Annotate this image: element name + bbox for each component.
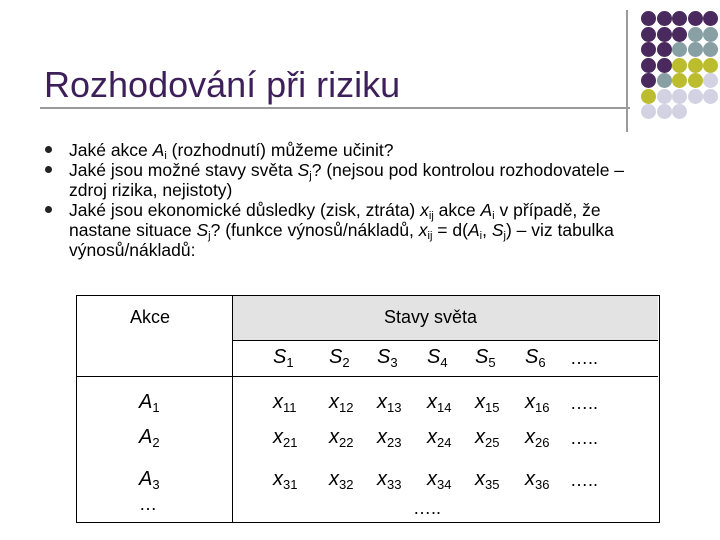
payoff-cell-x32-var: x bbox=[329, 468, 339, 490]
decorative-dot bbox=[641, 11, 656, 26]
decorative-dot bbox=[657, 104, 672, 119]
payoff-cell-x12-var: x bbox=[329, 391, 339, 413]
title-horizontal-rule bbox=[40, 107, 630, 109]
payoff-cell-x35-var: x bbox=[475, 468, 485, 490]
bullet-sub: j bbox=[208, 230, 211, 242]
decorative-dot bbox=[688, 42, 703, 57]
state-header-s1-var: S bbox=[273, 346, 287, 368]
decorative-dot bbox=[657, 11, 672, 26]
payoff-cell-x23 bbox=[377, 426, 401, 449]
decorative-dot bbox=[672, 42, 687, 57]
bullet-text: = d( bbox=[432, 220, 468, 240]
bullet-sub: ij bbox=[428, 210, 434, 222]
payoff-cell-x33 bbox=[377, 468, 401, 491]
state-header-s3-sub: 3 bbox=[390, 355, 398, 370]
decorative-dot bbox=[688, 58, 703, 73]
bullet-sub: ij bbox=[427, 230, 433, 242]
payoff-cell-x31 bbox=[273, 468, 297, 491]
payoff-cell-x15 bbox=[475, 391, 499, 414]
action-label-a2-var: A bbox=[139, 426, 153, 448]
payoff-cell-x26-var: x bbox=[525, 426, 535, 448]
state-header-s5-sub: 5 bbox=[488, 355, 496, 370]
action-label-a1-sub: 1 bbox=[152, 400, 160, 415]
payoff-table bbox=[76, 295, 660, 523]
bullet-sub: i bbox=[479, 230, 483, 242]
action-label-a2 bbox=[139, 426, 160, 449]
row-more-2: ….. bbox=[570, 428, 599, 448]
payoff-cell-x14-sub: 14 bbox=[437, 400, 452, 415]
state-header-s4-sub: 4 bbox=[440, 355, 448, 370]
decorative-dot bbox=[641, 27, 656, 42]
bullet-text: ? (nejsou pod kontrolou rozhodovatele – zdroj rizika, nejistoty) bbox=[69, 160, 625, 200]
state-header-s3 bbox=[377, 346, 398, 369]
table-divider-vertical bbox=[232, 296, 233, 522]
payoff-cell-x36-sub: 36 bbox=[535, 477, 550, 492]
bullet-var: S bbox=[491, 220, 504, 240]
payoff-cell-x32-sub: 32 bbox=[339, 477, 354, 492]
payoff-cell-x21 bbox=[273, 426, 297, 449]
bullet-text: Jaké jsou ekonomické důsledky (zisk, ztráta) bbox=[69, 200, 421, 220]
payoff-cell-x21-var: x bbox=[273, 426, 283, 448]
state-header-s2-sub: 2 bbox=[342, 355, 350, 370]
row-more-1: ….. bbox=[570, 393, 599, 413]
state-header-s6-sub: 6 bbox=[538, 355, 546, 370]
payoff-cell-x25-var: x bbox=[475, 426, 485, 448]
decorative-dot bbox=[672, 11, 687, 26]
state-header-s4-var: S bbox=[427, 346, 441, 368]
payoff-cell-x16-var: x bbox=[525, 391, 535, 413]
state-header-s2-var: S bbox=[329, 346, 343, 368]
payoff-cell-x32 bbox=[329, 468, 353, 491]
decorative-dot bbox=[703, 42, 718, 57]
bullet-sub: i bbox=[164, 150, 167, 162]
decorative-dot bbox=[703, 11, 718, 26]
bullet-dot-icon bbox=[45, 206, 52, 213]
payoff-cell-x24 bbox=[427, 426, 451, 449]
bullet-item-consequences bbox=[44, 200, 664, 260]
bullet-text: Jaké akce bbox=[69, 140, 153, 160]
decorative-dot bbox=[657, 89, 672, 104]
decorative-dot bbox=[657, 58, 672, 73]
bullet-text: , bbox=[482, 220, 492, 240]
payoff-cell-x13 bbox=[377, 391, 401, 414]
bullet-var: A bbox=[480, 200, 493, 220]
akce-header: Akce bbox=[130, 307, 171, 327]
decorative-dot bbox=[657, 27, 672, 42]
payoff-cell-x14 bbox=[427, 391, 451, 414]
bullet-text: ? (funkce výnosů/nákladů, bbox=[210, 220, 419, 240]
payoff-cell-x24-var: x bbox=[427, 426, 437, 448]
decorative-dot bbox=[657, 42, 672, 57]
decorative-dot bbox=[672, 58, 687, 73]
bullet-var: x bbox=[418, 220, 428, 240]
state-header-s5-var: S bbox=[475, 346, 489, 368]
decorative-dot bbox=[703, 73, 718, 88]
bullet-item-states bbox=[44, 160, 664, 200]
bullet-sub: j bbox=[309, 170, 312, 182]
title-vertical-rule bbox=[626, 10, 628, 132]
decorative-dot bbox=[657, 73, 672, 88]
payoff-cell-x26-sub: 26 bbox=[535, 435, 550, 450]
payoff-cell-x13-var: x bbox=[377, 391, 387, 413]
decorative-dot bbox=[641, 42, 656, 57]
payoff-cell-x34 bbox=[427, 468, 451, 491]
action-label-a3-var: A bbox=[139, 468, 153, 490]
payoff-cell-x26 bbox=[525, 426, 549, 449]
decorative-dot bbox=[703, 27, 718, 42]
bullet-var: S bbox=[297, 160, 310, 180]
payoff-cell-x22-var: x bbox=[329, 426, 339, 448]
bullet-text: Jaké jsou možné stavy světa bbox=[69, 160, 298, 180]
bullet-sub: j bbox=[503, 230, 506, 242]
state-header-more: ….. bbox=[570, 348, 599, 368]
payoff-cell-x33-var: x bbox=[377, 468, 387, 490]
bullet-var: A bbox=[152, 140, 165, 160]
payoff-cell-x35-sub: 35 bbox=[485, 477, 500, 492]
decorative-dot bbox=[703, 58, 718, 73]
payoff-cell-x31-sub: 31 bbox=[283, 477, 298, 492]
payoff-cell-x14-var: x bbox=[427, 391, 437, 413]
decorative-dot bbox=[688, 11, 703, 26]
bullet-var: A bbox=[467, 220, 480, 240]
decorative-dot bbox=[641, 73, 656, 88]
action-more: … bbox=[139, 494, 157, 514]
state-header-s6-var: S bbox=[525, 346, 539, 368]
payoff-cell-x22-sub: 22 bbox=[339, 435, 354, 450]
decorative-dot bbox=[688, 27, 703, 42]
payoff-cell-x11-sub: 11 bbox=[283, 400, 297, 415]
table-divider-states bbox=[232, 340, 658, 341]
state-header-s1-sub: 1 bbox=[286, 355, 294, 370]
action-label-a2-sub: 2 bbox=[152, 435, 160, 450]
payoff-cell-x34-var: x bbox=[427, 468, 437, 490]
payoff-cell-x23-sub: 23 bbox=[387, 435, 402, 450]
payoff-cell-x11 bbox=[273, 391, 297, 414]
stavy-header: Stavy světa bbox=[384, 307, 478, 327]
decorative-dot bbox=[703, 89, 718, 104]
bullet-text: v případě, že nastane situace bbox=[69, 200, 601, 240]
state-header-s4 bbox=[427, 346, 448, 369]
bullet-sub: i bbox=[492, 210, 495, 222]
decorative-dot bbox=[672, 104, 687, 119]
bullet-var: S bbox=[196, 220, 209, 240]
bullet-dot-icon bbox=[45, 146, 52, 153]
payoff-cell-x33-sub: 33 bbox=[387, 477, 402, 492]
decorative-dot bbox=[641, 58, 656, 73]
table-divider-header bbox=[77, 376, 658, 377]
payoff-cell-x21-sub: 21 bbox=[283, 435, 298, 450]
state-header-s2 bbox=[329, 346, 350, 369]
action-label-a3-sub: 3 bbox=[152, 477, 160, 492]
payoff-cell-x12 bbox=[329, 391, 353, 414]
state-header-s1 bbox=[273, 346, 294, 369]
payoff-cell-x11-var: x bbox=[273, 391, 283, 413]
payoff-cell-x34-sub: 34 bbox=[437, 477, 452, 492]
payoff-cell-x12-sub: 12 bbox=[339, 400, 354, 415]
bullet-text: (rozhodnutí) můžeme učinit? bbox=[166, 140, 394, 160]
action-label-a1-var: A bbox=[139, 391, 153, 413]
row-more-3: ….. bbox=[570, 470, 599, 490]
decorative-dot bbox=[688, 89, 703, 104]
decorative-dot bbox=[672, 73, 687, 88]
bullet-list bbox=[44, 140, 664, 260]
payoff-cell-x16 bbox=[525, 391, 549, 414]
decorative-dot-grid bbox=[641, 11, 720, 121]
state-header-s6 bbox=[525, 346, 546, 369]
state-header-s3-var: S bbox=[377, 346, 391, 368]
payoff-cell-x15-sub: 15 bbox=[485, 400, 500, 415]
action-label-a3 bbox=[139, 468, 160, 491]
decorative-dot bbox=[688, 73, 703, 88]
decorative-dot bbox=[672, 89, 687, 104]
decorative-dot bbox=[641, 104, 656, 119]
payoff-cell-x24-sub: 24 bbox=[437, 435, 452, 450]
decorative-dot bbox=[641, 89, 656, 104]
payoff-cell-x25-sub: 25 bbox=[485, 435, 500, 450]
state-header-s5 bbox=[475, 346, 496, 369]
payoff-cell-x15-var: x bbox=[475, 391, 485, 413]
payoff-cell-x31-var: x bbox=[273, 468, 283, 490]
payoff-cell-x23-var: x bbox=[377, 426, 387, 448]
page-title: Rozhodování při riziku bbox=[44, 64, 401, 105]
payoff-cell-x13-sub: 13 bbox=[387, 400, 402, 415]
payoff-cell-x22 bbox=[329, 426, 353, 449]
decorative-dot bbox=[672, 27, 687, 42]
bullet-text: ) – viz tabulka výnosů/nákladů: bbox=[69, 220, 614, 260]
bullet-dot-icon bbox=[45, 166, 52, 173]
bullet-var: x bbox=[420, 200, 429, 220]
payoff-cell-x16-sub: 16 bbox=[535, 400, 550, 415]
bullet-item-actions bbox=[44, 140, 664, 160]
action-label-a1 bbox=[139, 391, 160, 414]
payoff-cell-x35 bbox=[475, 468, 499, 491]
bullet-text: akce bbox=[433, 200, 481, 220]
payoff-cell-x25 bbox=[475, 426, 499, 449]
column-more: ….. bbox=[413, 498, 442, 518]
payoff-cell-x36 bbox=[525, 468, 549, 491]
payoff-cell-x36-var: x bbox=[525, 468, 535, 490]
